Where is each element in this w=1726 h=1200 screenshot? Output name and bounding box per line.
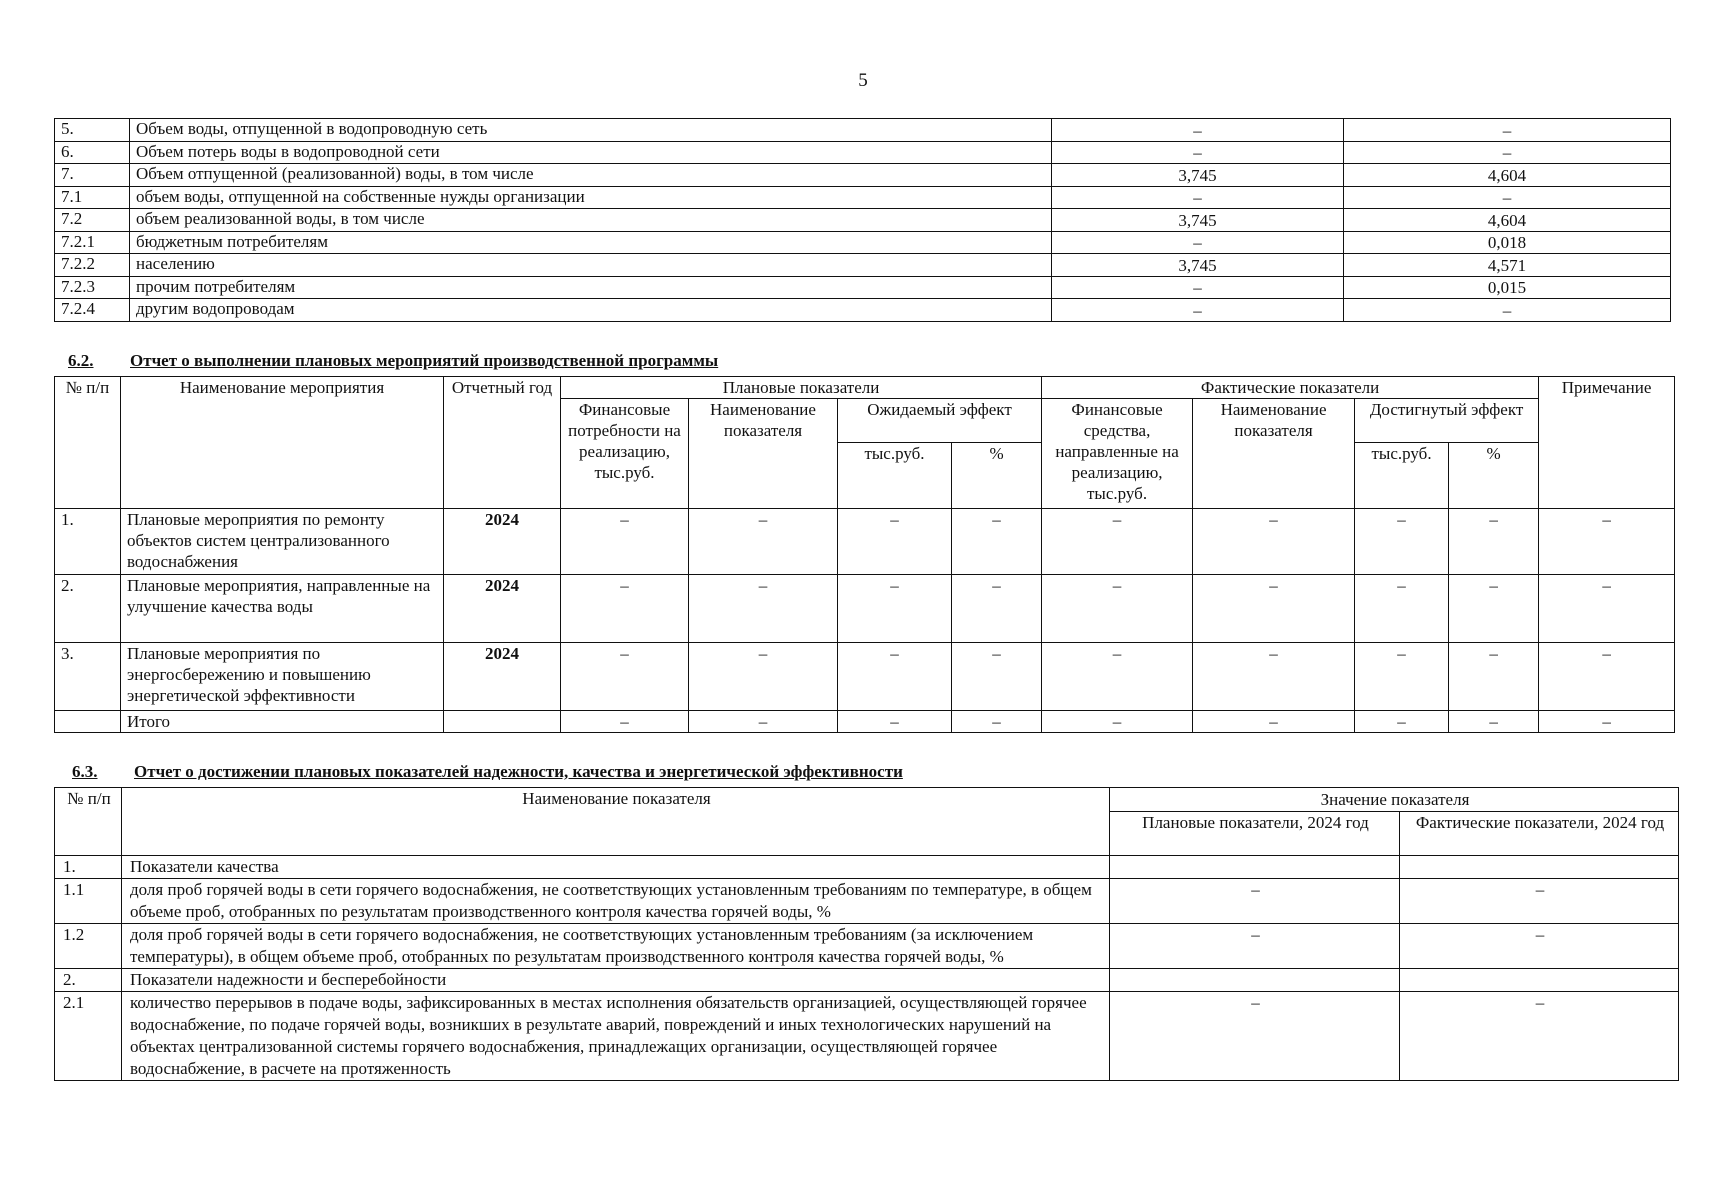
row-fact-value: 0,015 bbox=[1344, 276, 1671, 299]
section-6-2-heading bbox=[68, 351, 718, 371]
indicator-fact-value bbox=[1400, 969, 1679, 992]
measure-value: – bbox=[561, 509, 689, 575]
section-6-3-title: Отчет о достижении плановых показателей надежности, качества и энергетической эффективности bbox=[134, 762, 903, 781]
measure-value: – bbox=[561, 711, 689, 733]
planned-measures-table bbox=[54, 376, 1675, 733]
row-name: Объем отпущенной (реализованной) воды, в том числе bbox=[130, 164, 1052, 187]
indicator-number: 2.1 bbox=[55, 992, 122, 1081]
measure-number: 3. bbox=[55, 643, 121, 711]
row-plan-value: 3,745 bbox=[1052, 164, 1344, 187]
expected-effect-pct-header: % bbox=[952, 443, 1042, 509]
row-name: другим водопроводам bbox=[130, 299, 1052, 322]
measure-value: – bbox=[1042, 509, 1193, 575]
t3-col-name-header: Наименование показателя bbox=[122, 788, 1110, 856]
row-fact-value: 4,604 bbox=[1344, 209, 1671, 232]
t3-fact-header: Фактические показатели, 2024 год bbox=[1400, 812, 1679, 856]
table-row bbox=[55, 643, 1675, 711]
expected-effect-header: Ожидаемый эффект bbox=[838, 399, 1042, 443]
row-fact-value: – bbox=[1344, 141, 1671, 164]
section-6-2-title: Отчет о выполнении плановых мероприятий производственной программы bbox=[130, 351, 719, 370]
row-name: Объем воды, отпущенной в водопроводную сеть bbox=[130, 119, 1052, 142]
measure-value: – bbox=[1193, 711, 1355, 733]
measure-value: – bbox=[1193, 509, 1355, 575]
row-fact-value: 0,018 bbox=[1344, 231, 1671, 254]
table-row bbox=[55, 992, 1679, 1081]
row-fact-value: – bbox=[1344, 119, 1671, 142]
table-row bbox=[55, 141, 1671, 164]
row-name: населению bbox=[130, 254, 1052, 277]
indicator-plan-value: – bbox=[1110, 879, 1400, 924]
measure-value: – bbox=[1042, 643, 1193, 711]
measure-name: Плановые мероприятия, направленные на улучшение качества воды bbox=[121, 575, 444, 643]
actual-finance-header: Финансовые средства, направленные на реализацию, тыс.руб. bbox=[1042, 399, 1193, 509]
measure-name: Итого bbox=[121, 711, 444, 733]
measure-year bbox=[444, 711, 561, 733]
measure-value: – bbox=[561, 643, 689, 711]
measure-year: 2024 bbox=[444, 575, 561, 643]
measure-value: – bbox=[1539, 575, 1675, 643]
table-row bbox=[55, 119, 1671, 142]
indicator-plan-value: – bbox=[1110, 924, 1400, 969]
row-name: бюджетным потребителям bbox=[130, 231, 1052, 254]
row-plan-value: 3,745 bbox=[1052, 254, 1344, 277]
row-number: 7.2.2 bbox=[55, 254, 130, 277]
col-num-header: № п/п bbox=[55, 377, 121, 509]
table-row bbox=[55, 969, 1679, 992]
measure-value: – bbox=[1539, 643, 1675, 711]
measure-value: – bbox=[1449, 643, 1539, 711]
indicator-plan-value bbox=[1110, 969, 1400, 992]
t3-value-header: Значение показателя bbox=[1110, 788, 1679, 812]
indicator-name: Показатели надежности и бесперебойности bbox=[122, 969, 1110, 992]
row-number: 7.2.3 bbox=[55, 276, 130, 299]
section-6-2-number: 6.2. bbox=[68, 351, 94, 370]
measure-name: Плановые мероприятия по ремонту объектов систем централизованного водоснабжения bbox=[121, 509, 444, 575]
measure-value: – bbox=[689, 711, 838, 733]
water-volume-table bbox=[54, 118, 1671, 322]
row-plan-value: 3,745 bbox=[1052, 209, 1344, 232]
measure-value: – bbox=[1355, 509, 1449, 575]
reliability-indicators-table bbox=[54, 787, 1679, 1081]
measure-value: – bbox=[1355, 711, 1449, 733]
measure-number: 2. bbox=[55, 575, 121, 643]
table-row bbox=[55, 299, 1671, 322]
plan-indicator-name-header: Наименование показателя bbox=[689, 399, 838, 509]
measure-value: – bbox=[1449, 575, 1539, 643]
measure-value: – bbox=[838, 711, 952, 733]
achieved-effect-header: Достигнутый эффект bbox=[1355, 399, 1539, 443]
expected-effect-rub-header: тыс.руб. bbox=[838, 443, 952, 509]
measure-value: – bbox=[838, 509, 952, 575]
row-plan-value: – bbox=[1052, 276, 1344, 299]
measure-name: Плановые мероприятия по энергосбережению и повышению энергетической эффективности bbox=[121, 643, 444, 711]
row-number: 6. bbox=[55, 141, 130, 164]
measure-number bbox=[55, 711, 121, 733]
planned-measures-table-body bbox=[55, 509, 1675, 733]
section-6-3-number: 6.3. bbox=[72, 762, 98, 781]
row-plan-value: – bbox=[1052, 141, 1344, 164]
indicator-number: 1.1 bbox=[55, 879, 122, 924]
measure-number: 1. bbox=[55, 509, 121, 575]
t3-plan-header: Плановые показатели, 2024 год bbox=[1110, 812, 1400, 856]
section-6-3-heading bbox=[72, 762, 903, 782]
achieved-effect-pct-header: % bbox=[1449, 443, 1539, 509]
table-row bbox=[55, 231, 1671, 254]
table-row bbox=[55, 856, 1679, 879]
indicator-number: 1. bbox=[55, 856, 122, 879]
indicator-plan-value bbox=[1110, 856, 1400, 879]
row-fact-value: 4,571 bbox=[1344, 254, 1671, 277]
indicator-number: 2. bbox=[55, 969, 122, 992]
indicator-fact-value: – bbox=[1400, 924, 1679, 969]
water-volume-table-body bbox=[55, 119, 1671, 322]
row-fact-value: – bbox=[1344, 299, 1671, 322]
measure-value: – bbox=[1042, 711, 1193, 733]
measure-value: – bbox=[1042, 575, 1193, 643]
row-name: объем реализованной воды, в том числе bbox=[130, 209, 1052, 232]
measure-value: – bbox=[1193, 575, 1355, 643]
indicator-name: Показатели качества bbox=[122, 856, 1110, 879]
actual-indicators-header: Фактические показатели bbox=[1042, 377, 1539, 399]
measure-value: – bbox=[1449, 711, 1539, 733]
measure-value: – bbox=[952, 575, 1042, 643]
measure-value: – bbox=[952, 643, 1042, 711]
row-number: 7.2.1 bbox=[55, 231, 130, 254]
row-plan-value: – bbox=[1052, 299, 1344, 322]
measure-value: – bbox=[838, 575, 952, 643]
measure-year: 2024 bbox=[444, 643, 561, 711]
measure-value: – bbox=[838, 643, 952, 711]
plan-finance-header: Финансовые потребности на реализацию, тыс.руб. bbox=[561, 399, 689, 509]
table-row bbox=[55, 186, 1671, 209]
table-row bbox=[55, 924, 1679, 969]
indicator-name: доля проб горячей воды в сети горячего водоснабжения, не соответствующих установленным требованиям (за исключением температуры), в общем объеме проб, отобранных по результатам производственного контроля качества горячей воды, % bbox=[122, 924, 1110, 969]
measure-year: 2024 bbox=[444, 509, 561, 575]
reliability-indicators-table-body bbox=[55, 856, 1679, 1081]
table-row bbox=[55, 209, 1671, 232]
t3-col-num-header: № п/п bbox=[55, 788, 122, 856]
indicator-plan-value: – bbox=[1110, 992, 1400, 1081]
table-row bbox=[55, 254, 1671, 277]
indicator-fact-value: – bbox=[1400, 879, 1679, 924]
measure-value: – bbox=[689, 575, 838, 643]
measure-value: – bbox=[1355, 575, 1449, 643]
measure-value: – bbox=[689, 643, 838, 711]
row-plan-value: – bbox=[1052, 186, 1344, 209]
row-name: прочим потребителям bbox=[130, 276, 1052, 299]
row-plan-value: – bbox=[1052, 231, 1344, 254]
indicator-fact-value bbox=[1400, 856, 1679, 879]
achieved-effect-rub-header: тыс.руб. bbox=[1355, 443, 1449, 509]
col-year-header: Отчетный год bbox=[444, 377, 561, 509]
table-row bbox=[55, 879, 1679, 924]
col-note-header: Примечание bbox=[1539, 377, 1675, 509]
table-row bbox=[55, 575, 1675, 643]
page-number: 5 bbox=[858, 70, 868, 91]
measure-value: – bbox=[952, 509, 1042, 575]
row-number: 7.1 bbox=[55, 186, 130, 209]
row-name: объем воды, отпущенной на собственные нужды организации bbox=[130, 186, 1052, 209]
row-number: 7.2.4 bbox=[55, 299, 130, 322]
row-number: 5. bbox=[55, 119, 130, 142]
table-row bbox=[55, 164, 1671, 187]
row-plan-value: – bbox=[1052, 119, 1344, 142]
row-number: 7. bbox=[55, 164, 130, 187]
planned-indicators-header: Плановые показатели bbox=[561, 377, 1042, 399]
row-name: Объем потерь воды в водопроводной сети bbox=[130, 141, 1052, 164]
table-row bbox=[55, 509, 1675, 575]
measure-value: – bbox=[1449, 509, 1539, 575]
row-fact-value: 4,604 bbox=[1344, 164, 1671, 187]
measure-value: – bbox=[689, 509, 838, 575]
row-fact-value: – bbox=[1344, 186, 1671, 209]
actual-indicator-name-header: Наименование показателя bbox=[1193, 399, 1355, 509]
measure-value: – bbox=[1193, 643, 1355, 711]
measure-value: – bbox=[561, 575, 689, 643]
col-name-header: Наименование мероприятия bbox=[121, 377, 444, 509]
table-row bbox=[55, 276, 1671, 299]
measure-value: – bbox=[1355, 643, 1449, 711]
indicator-name: доля проб горячей воды в сети горячего водоснабжения, не соответствующих установленным требованиям по температуре, в общем объеме проб, отобранных по результатам производственного контроля качества горячей воды, % bbox=[122, 879, 1110, 924]
indicator-name: количество перерывов в подаче воды, зафиксированных в местах исполнения обязательств организацией, осуществляющей горячее водоснабжение, по подаче горячей воды, возникших в результате аварий, повреждений и иных технологических нарушений на объектах централизованной системы горячего водоснабжения, принадлежащих организации, осуществляющей горячее водоснабжение, в расчете на протяженность bbox=[122, 992, 1110, 1081]
row-number: 7.2 bbox=[55, 209, 130, 232]
measure-value: – bbox=[952, 711, 1042, 733]
table-row bbox=[55, 711, 1675, 733]
indicator-fact-value: – bbox=[1400, 992, 1679, 1081]
indicator-number: 1.2 bbox=[55, 924, 122, 969]
measure-value: – bbox=[1539, 711, 1675, 733]
measure-value: – bbox=[1539, 509, 1675, 575]
